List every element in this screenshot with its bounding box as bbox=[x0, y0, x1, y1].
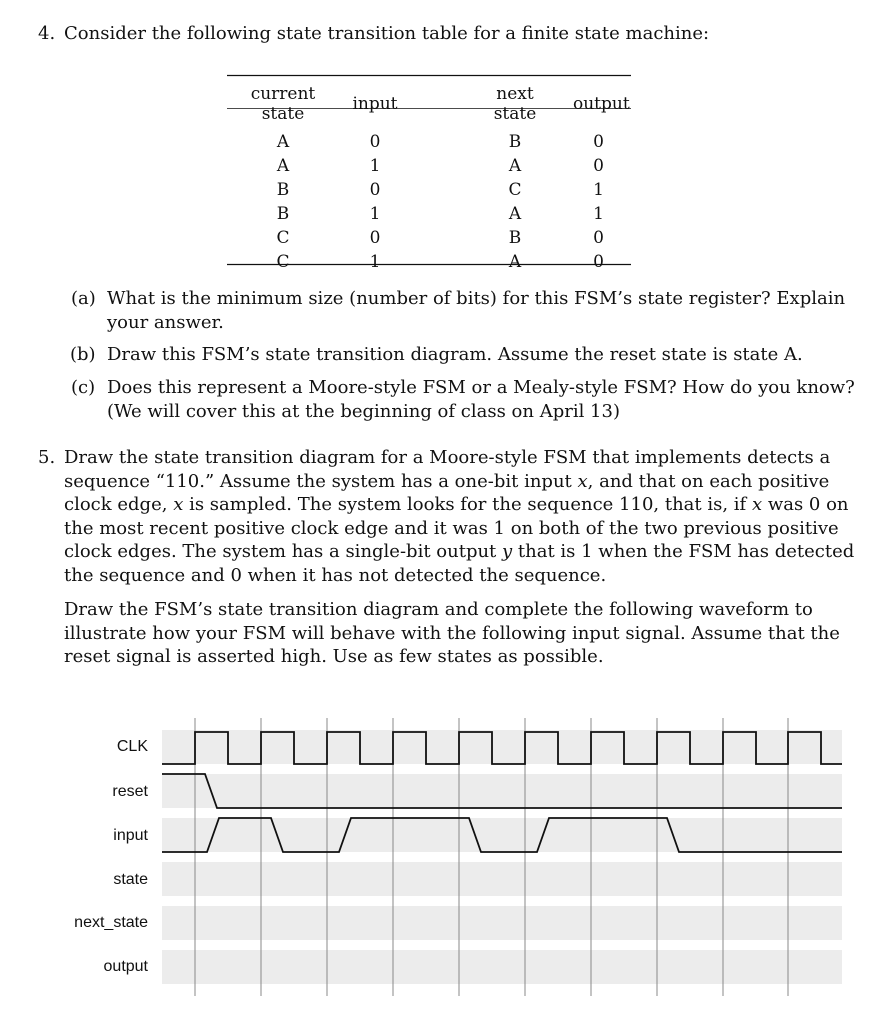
cell-output: 1 bbox=[593, 180, 604, 200]
part-c-line-2: (We will cover this at the beginning of class on April 13) bbox=[107, 401, 620, 422]
cell-next-state: A bbox=[508, 156, 522, 176]
cell-current-state: A bbox=[276, 156, 290, 176]
q5-p2-line: reset signal is asserted high. Use as few states as possible. bbox=[64, 646, 604, 667]
part-b-label: (b) bbox=[70, 344, 96, 365]
q5-p1-line: Draw the state transition diagram for a Moore-style FSM that implements detects a bbox=[64, 447, 831, 468]
part-c-line-1: Does this represent a Moore-style FSM or a Mealy-style FSM? How do you know? bbox=[107, 377, 855, 398]
part-a-line-2: your answer. bbox=[107, 312, 224, 333]
cell-next-state: A bbox=[508, 204, 522, 224]
q4-number: 4. bbox=[38, 23, 56, 44]
cell-output: 0 bbox=[593, 156, 604, 176]
cell-input: 1 bbox=[369, 156, 381, 176]
wave-label-input: input bbox=[113, 827, 148, 844]
wave-lane-state bbox=[162, 862, 842, 896]
wave-label-reset: reset bbox=[112, 783, 148, 800]
q5-p1-line: clock edge, x is sampled. The system looks for the sequence 110, that is, if x was 0 on bbox=[64, 494, 849, 515]
part-a-label: (a) bbox=[71, 288, 96, 309]
cell-input: 0 bbox=[369, 180, 381, 200]
wave-lane-reset bbox=[162, 774, 842, 808]
cell-next-state: B bbox=[508, 132, 522, 152]
wave-lane-clk bbox=[162, 730, 842, 764]
cell-current-state: B bbox=[276, 204, 290, 224]
cell-next-state: A bbox=[508, 252, 522, 272]
q5-p1-line: the most recent positive clock edge and it was 1 on both of the two previous positive bbox=[64, 517, 839, 539]
q4-prompt: Consider the following state transition table for a finite state machine: bbox=[64, 23, 710, 44]
part-a-line-1: What is the minimum size (number of bits) for this FSM’s state register? Explain bbox=[107, 288, 846, 309]
wave-label-clk: CLK bbox=[116, 738, 148, 755]
q5-p1-line: clock edges. The system has a single-bit output y that is 1 when the FSM has detected bbox=[64, 541, 855, 562]
header-current-state: current state bbox=[250, 84, 316, 124]
cell-input: 1 bbox=[369, 252, 381, 272]
q5-p1-line: the sequence and 0 when it has not detected the sequence. bbox=[64, 564, 607, 586]
cell-input: 1 bbox=[369, 204, 381, 224]
header-input: input bbox=[352, 94, 398, 114]
cell-output: 0 bbox=[593, 132, 604, 152]
cell-next-state: B bbox=[508, 228, 522, 248]
cell-output: 1 bbox=[593, 204, 604, 224]
q5-p1-line: sequence “110.” Assume the system has a one-bit input x, and that on each positive bbox=[64, 470, 830, 492]
header-next-state: next state bbox=[493, 84, 537, 124]
q5-p2-line: illustrate how your FSM will behave with the following input signal. Assume that the bbox=[64, 622, 840, 644]
cell-next-state: C bbox=[508, 180, 522, 200]
part-c-label: (c) bbox=[71, 377, 96, 398]
cell-current-state: C bbox=[276, 228, 290, 248]
cell-input: 0 bbox=[369, 228, 381, 248]
header-output: output bbox=[573, 94, 630, 114]
cell-output: 0 bbox=[593, 228, 604, 248]
wave-lane-input bbox=[162, 818, 842, 852]
wave-label-output: output bbox=[103, 958, 148, 975]
part-b-line-1: Draw this FSM’s state transition diagram. Assume the reset state is state A. bbox=[107, 344, 803, 365]
wave-lane-next-state bbox=[162, 906, 842, 940]
cell-output: 0 bbox=[593, 252, 604, 272]
cell-current-state: C bbox=[276, 252, 290, 272]
cell-input: 0 bbox=[369, 132, 381, 152]
wave-label-state: state bbox=[113, 871, 148, 888]
cell-current-state: B bbox=[276, 180, 290, 200]
wave-lane-output bbox=[162, 950, 842, 984]
q5-p2-line: Draw the FSM’s state transition diagram and complete the following waveform to bbox=[64, 599, 813, 620]
wave-label-next-state: next_state bbox=[74, 914, 148, 931]
q5-number: 5. bbox=[38, 447, 56, 468]
cell-current-state: A bbox=[276, 132, 290, 152]
